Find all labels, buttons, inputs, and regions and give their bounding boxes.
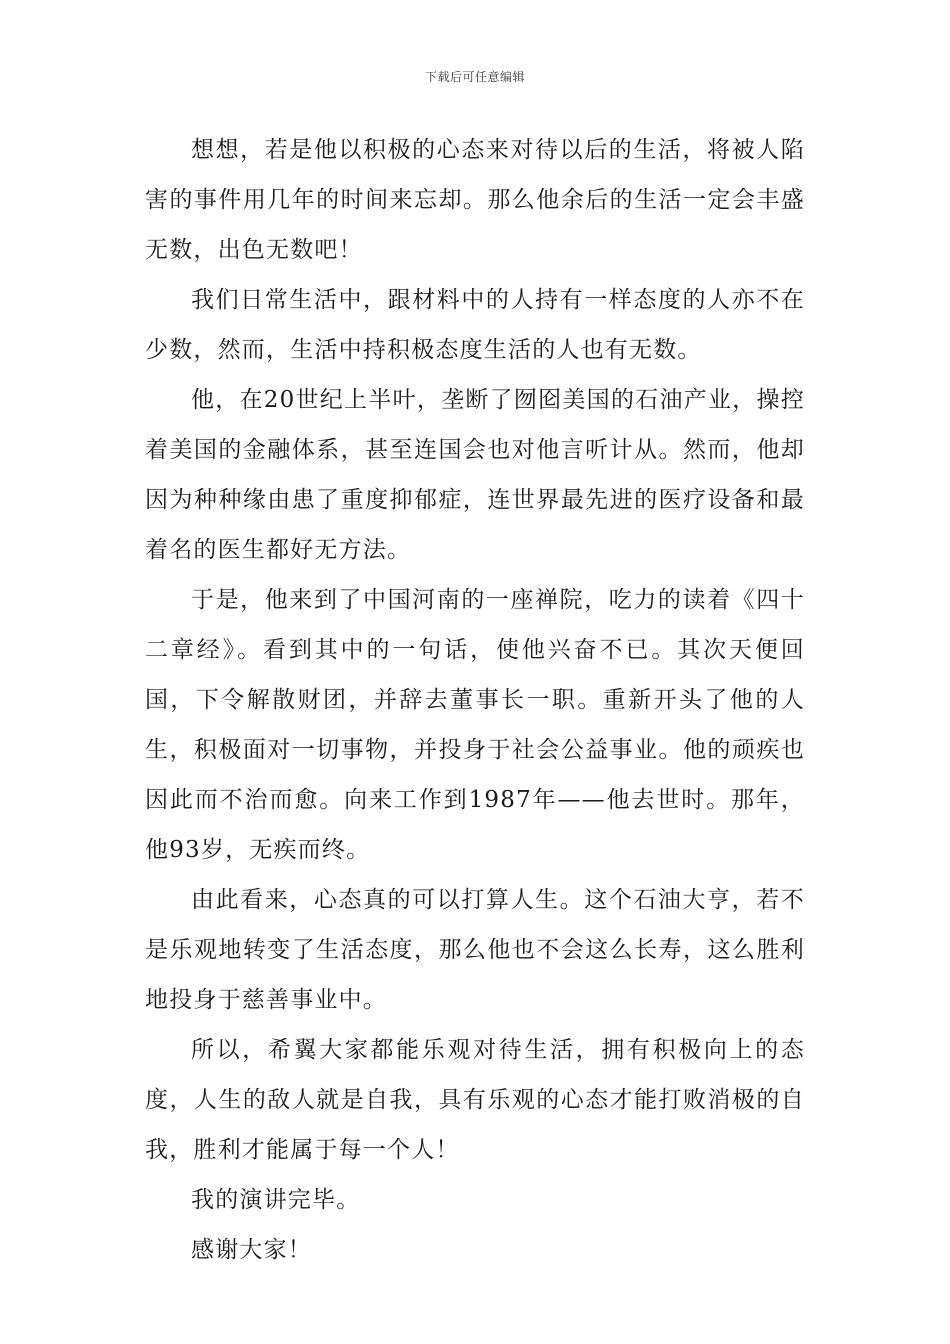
closing-thanks: 感谢大家！ — [191, 1237, 312, 1263]
closing-line: 我的演讲完毕。 — [191, 1187, 361, 1213]
paragraph: 于是，他来到了中国河南的一座禅院，吃力的读着《四十二章经》。看到其中的一句话，使他兴奋不已。其次天便回国，下令解散财团，并辞去董事长一职。重新开头了他的人生，积极面对一切事物，并投身于社会公益事业。他的顽疾也因此而不治而愈。向来工作到1987年——他去世时。那年，他93岁，无疾而终。 — [145, 587, 805, 863]
paragraph: 由此看来，心态真的可以打算人生。这个石油大亨，若不是乐观地转变了生活态度，那么他也不会这么长寿，这么胜利地投身于慈善事业中。 — [145, 887, 805, 1013]
paragraph: 想想，若是他以积极的心态来对待以后的生活，将被人陷害的事件用几年的时间来忘却。那么他余后的生活一定会丰盛无数，出色无数吧！ — [145, 137, 805, 263]
paragraph: 他，在20世纪上半叶，垄断了囫囵美国的石油产业，操控着美国的金融体系，甚至连国会也对他言听计从。然而，他却因为种种缘由患了重度抑郁症，连世界最先进的医疗设备和最着名的医生都好无方法。 — [145, 387, 805, 563]
document-body — [145, 125, 805, 1275]
header-note: 下载后可任意编辑 — [424, 70, 525, 84]
paragraph: 所以，希翼大家都能乐观对待生活，拥有积极向上的态度，人生的敌人就是自我，具有乐观的心态才能打败消极的自我，胜利才能属于每一个人！ — [145, 1037, 805, 1163]
paragraph: 我们日常生活中，跟材料中的人持有一样态度的人亦不在少数，然而，生活中持积极态度生活的人也有无数。 — [145, 287, 805, 363]
